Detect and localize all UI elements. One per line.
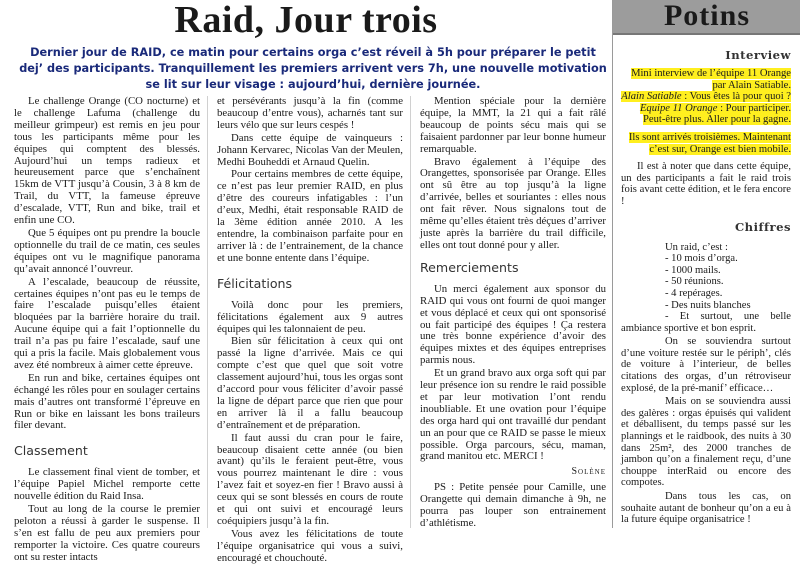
figures-intro: Un raid, c’est :	[665, 241, 728, 253]
paragraph: Voilà donc pour les premiers, félicitations également aux 9 autres équipes qui les talonnaient de peu.	[217, 298, 403, 335]
column-divider	[207, 96, 208, 528]
interview-note: Il est à noter que dans cette équipe, un des participants a fait le raid trois fois avant cette édition, et le fera encore !	[621, 161, 791, 207]
paragraph: A l’escalade, beaucoup de réussite, certaines équipes n’ont pas eu le temps de faire l’escalade puisqu’elles étaient bloquées par la barrière horaire du trail. Aucune équipe qui a fait l’optionnelle du trail n’a pas pu faire l’escalade, sauf une qui a pris la facile. Mais globalement vous avez été nombreux à aimer cette épreuve.	[14, 275, 200, 371]
paragraph: Et un grand bravo aux orga soft qui par leur présence ion su rendre le raid possible et par leur motivation l’ont rendu inoubliable. Et une ovation pour l’équipe des orga hard qui ont travaillé dur pendant un an pour que ce RAID se passe le mieux possible. Orga parcours, sécu, maman, grand manitou etc. MERCI !	[420, 367, 606, 463]
paragraph: Le challenge Orange (CO nocturne) et le challenge Lafuma (challenge du meilleur grimpeur) est remis en jeu pour tous les participants même pour les équipes qui comptent des blessés. Aujourd’hui un temps radieux et heureusement parce que s’enchaînent 15km de VTT jusqu’à Cousin, 3 à 8 km de Trail, du VTT, la fameuse épreuve d’escalade, VTT, Run and bike, trail et enfin une CO.	[14, 95, 200, 227]
paragraph: Dans cette équipe de vainqueurs : Johann Kervarec, Nicolas Van der Meulen, Medhi Bouheddi et Arnaud Quelin.	[217, 131, 403, 168]
paragraph: et persévérants jusqu’à la fin (comme beaucoup d’entre vous), acharnés tant sur leurs vélo que sur leurs cespés !	[217, 95, 403, 131]
paragraph: Mais on se souviendra aussi des galères : orgas épuisés qui valident et déballisent, du temps passé sur les plannings et le raidbook, des nuits à 30 dans 25m², des 2000 tranches de jambon qu’on a finalement reçu, d’une chouppe interRaid ou encore des compotes.	[621, 396, 791, 489]
paragraph: Pour certains membres de cette équipe, ce n’est pas leur premier RAID, en plus d’être des coureurs infatigables : l’un d’eux, Medhi, était responsable RAID de la 3ème édition année 2010. A les entendre, la combinaison parfaite pour en arriver là : de l’entrainement, de la chance et une bonne entente dans l’équipe.	[217, 168, 403, 264]
article-column-2	[217, 96, 403, 565]
list-item: - 1000 mails.	[665, 264, 721, 276]
interview-block	[621, 68, 791, 208]
paragraph: Il faut aussi du cran pour le faire, beaucoup disaient cette année (ou bien avant) qu’ils le feraient peut-être, vous vous pourrez maintenant le dire : vous l’avez fait et soyez-en fier ! Bravo aussi à ceux qui se sont blessés en cours de route et qui ont suivi et encouragé leurs coéquipiers jusqu’à la fin.	[217, 431, 403, 527]
paragraph: Que 5 équipes ont pu prendre la boucle optionnelle du trail de ce matin, ces seules équipes ont vu le magnifique panorama qu’avait annoncé l’ouvreur.	[14, 226, 200, 275]
paragraph: On se souviendra surtout d’une voiture restée sur le périph’, clés de voiture à l’interieur, de belles citations des orgas, d’un rétroviseur explosé, de la pré-manif’ efficace…	[621, 336, 791, 394]
paragraph: PS : Petite pensée pour Camille, une Orangette qui demain dimanche à 9h, ne pourra pas louper son entrainement d’athlétisme.	[420, 481, 606, 529]
section-heading-remerciements: Remerciements	[420, 259, 519, 275]
section-heading-classement: Classement	[14, 443, 88, 459]
paragraph: Bien sûr félicitation à ceux qui ont passé la ligne d’arrivée. Mais ce qui compte c’est que quel que soit votre classement aujourd’hui, tous les orgas sont d’accord pour vous féliciter d’avoir passé la ligne de départ parce que rien que pour en arriver là il a fallu beaucoup d’entraînement et de préparation.	[217, 335, 403, 431]
interview-intro: Mini interview de l’équipe 11 Orange par Alain Satiable.	[631, 68, 791, 91]
paragraph: Tout au long de la course le premier peloton a réussi à garder le suspense. Il s’en est fallu de peu aux premiers pour remporter la victoire. Ces quatre coureurs ont su rester intacts	[14, 503, 200, 563]
sidebar-heading-interview: Interview	[725, 48, 791, 62]
article-column-3	[420, 96, 606, 530]
paragraph: - Et surtout, une belle ambiance sportive et bon esprit.	[621, 311, 791, 334]
list-item: - Des nuits blanches	[665, 299, 751, 311]
column-divider	[410, 96, 411, 528]
interview-answer: : Pour participer. Peut-être plus. Aller pour la gagne.	[643, 102, 791, 126]
figures-block	[621, 242, 791, 526]
article-lead: Dernier jour de RAID, ce matin pour certains orga c’est réveil à 5h pour préparer le petit dej’ des participants. Tranquillement les premiers arrivent vers 7h, une nouvelle motivation se lit sur leur visage : aujourd’hui, dernière journée.	[19, 46, 607, 91]
interview-speaker: Equipe 11 Orange	[639, 102, 718, 114]
article-column-1	[14, 96, 200, 564]
paragraph: Dans tous les cas, on souhaite autant de bonheur qu’on a eu à la future équipe organisatrice !	[621, 491, 791, 526]
sidebar-title: Potins	[613, 0, 800, 35]
section-heading-felicitations: Félicitations	[217, 275, 293, 291]
list-item: - 10 mois d’orga.	[665, 253, 738, 265]
paragraph: En run and bike, certaines équipes ont échangé les rôles pour en soulager certains mais d’autres ont transformé l’épreuve en Run or bike en laissant les bons traileurs filer devant.	[14, 371, 200, 432]
paragraph: Bravo également à l’équipe des Orangettes, sponsorisée par Orange. Elles ont sû être au top jusqu’à la ligne d’arrivée, belles et souriantes : elles nous ont fait rêver. Nous signalons tout de même qu’elles étaient très déçues d’arriver juste après la barrière du trail difficile, elles ont tout donné pour y aller.	[420, 155, 606, 251]
sidebar-heading-chiffres: Chiffres	[734, 219, 791, 234]
list-item: - 50 réunions.	[665, 276, 724, 288]
author-signature: Solène	[571, 466, 606, 478]
gossip-sidebar	[612, 0, 800, 528]
interview-speaker: Alain Satiable	[621, 91, 682, 103]
article-title: Raid, Jour trois	[174, 0, 438, 41]
paragraph: Un merci également aux sponsor du RAID qui vous ont fourni de quoi manger et vous déplacé et ceux qui ont sponsorisé ou fait participé des équipes ! Ça restera une très bonne expérience d’avoir des équipes mixtes et des équipes entreprises parmis nous.	[420, 282, 606, 367]
interview-outcome: Ils sont arrivés troisièmes. Maintenant c’est sur, Orange est bien mobile.	[628, 131, 791, 155]
paragraph: Vous avez les félicitations de toute l’équipe organisatrice qui vous a suivi, encouragé et chouchouté.	[217, 527, 403, 564]
figures-list	[665, 253, 791, 311]
paragraph: Mention spéciale pour la dernière équipe, la MMT, la 21 qui a fait râlé beaucoup de points sécu mais qui se faisaient pardonner par leur bonne humeur remarquable.	[420, 95, 606, 155]
list-item: - 4 repérages.	[665, 287, 723, 299]
interview-question: : Vous êtes là pour quoi ?	[681, 91, 791, 103]
paragraph: Le classement final vient de tomber, et l’équipe Papiel Michel remporte cette nouvelle édition du Raid Insa.	[14, 466, 200, 503]
